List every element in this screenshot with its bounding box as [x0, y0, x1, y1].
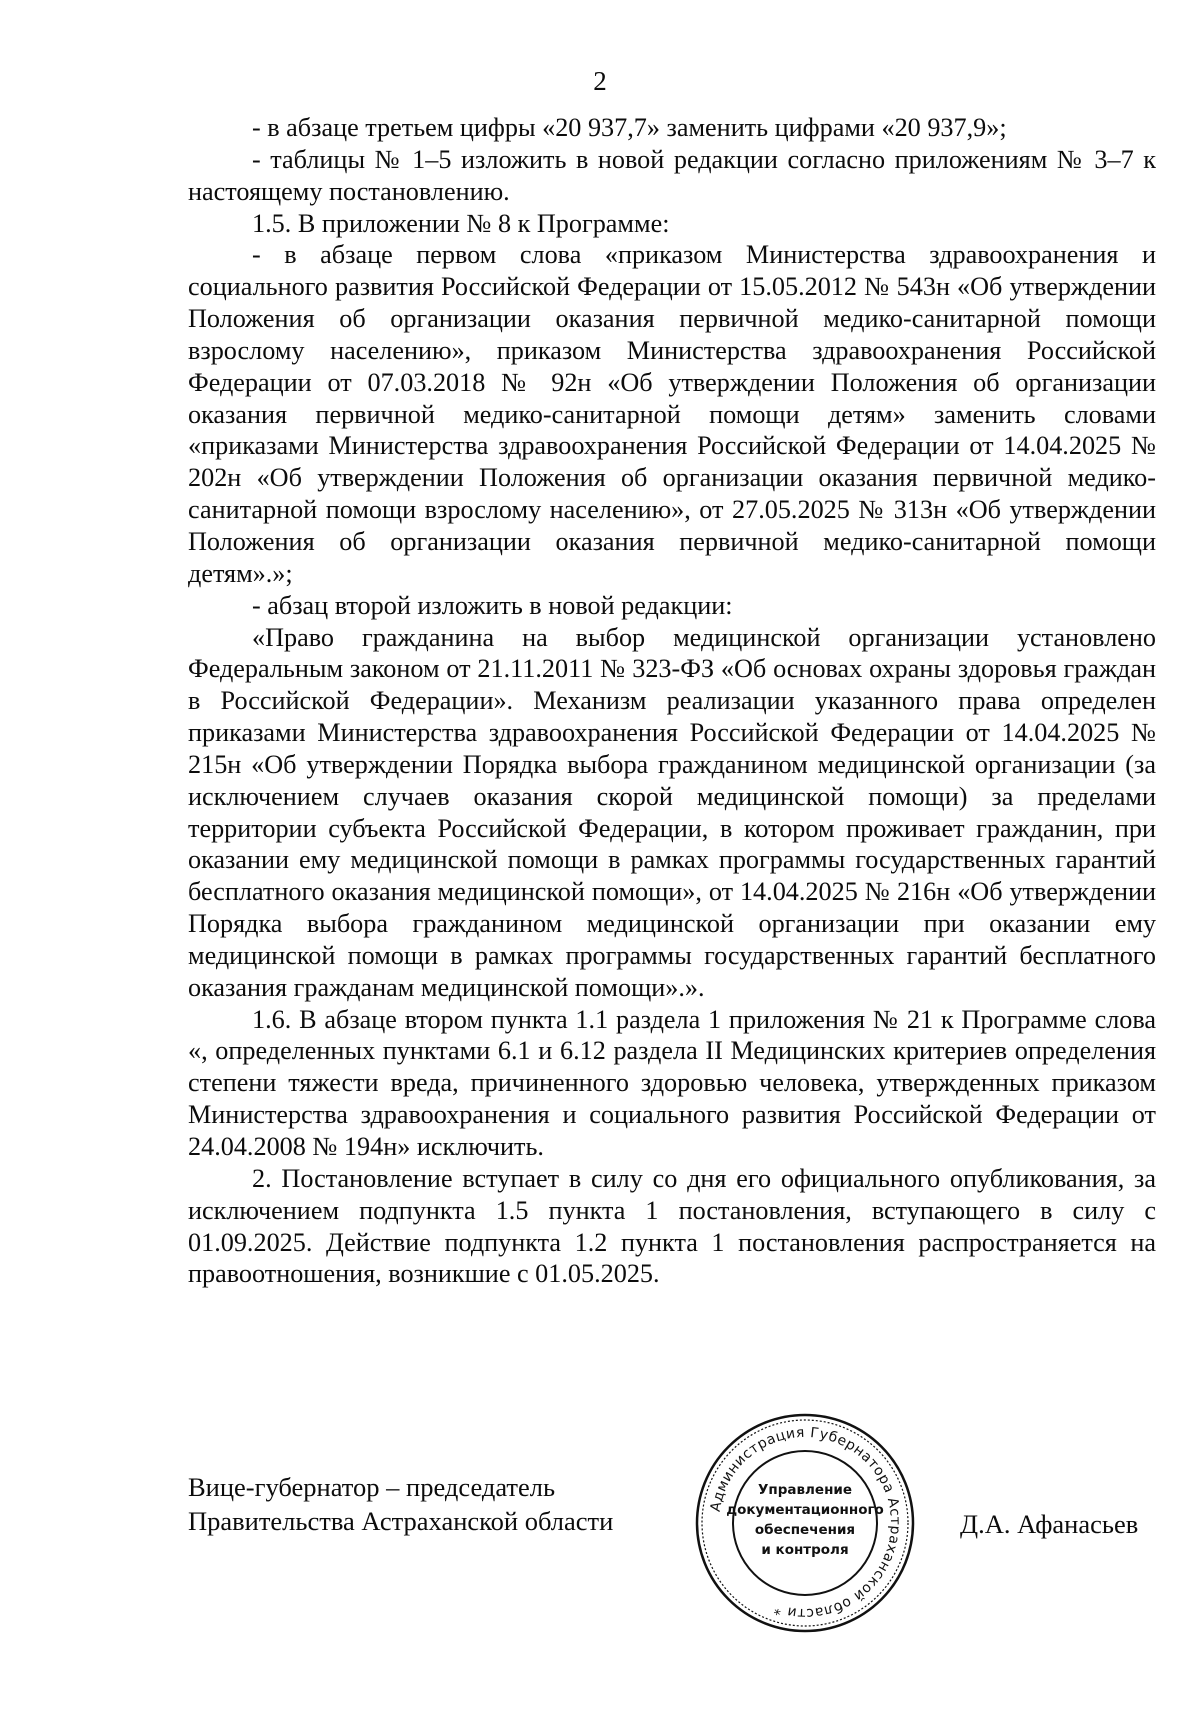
- paragraph-3: 1.5. В приложении № 8 к Программе:: [252, 208, 670, 238]
- signatory-position: [188, 1470, 613, 1538]
- page-number: 2: [593, 66, 607, 96]
- paragraph-6: «Право гражданина на выбор медицинской организации установлено Федеральным законом от 21.11.2011 № 323-ФЗ «Об основах охраны здоровья граждан в Российской Федерации». Механизм реализации указанного права определен приказами Министерства здравоохранения Российской Федерации от 14.04.2025 № 215н «Об утверждении Порядка выбора гражданином медицинской организации (за исключением случаев оказания скорой медицинской помощи) за пределами территории субъекта Российской Федерации, в котором проживает гражданин, при оказании ему медицинской помощи в рамках программы государственных гарантий бесплатного оказания медицинской помощи», от 14.04.2025 № 216н «Об утверждении Порядка выбора гражданином медицинской организации при оказании ему медицинской помощи в рамках программы государственных гарантий бесплатного оказания гражданам медицинской помощи».».: [188, 622, 1156, 1002]
- official-seal: [692, 1410, 918, 1636]
- document-body: [188, 112, 1156, 1290]
- paragraph-1: - в абзаце третьем цифры «20 937,7» заменить цифрами «20 937,9»;: [252, 113, 1007, 142]
- paragraph-2: - таблицы № 1–5 изложить в новой редакции согласно приложениям № 3–7 к настоящему постановлению.: [188, 144, 1156, 206]
- paragraph-5: - абзац второй изложить в новой редакции:: [252, 590, 733, 620]
- seal-inner-line1: Управление: [757, 1482, 853, 1498]
- paragraph-7: 1.6. В абзаце втором пункта 1.1 раздела 1 приложения № 21 к Программе слова «, определенных пунктами 6.1 и 6.12 раздела II Медицинских критериев определения степени тяжести вреда, причиненного здоровью человека, утвержденных приказом Министерства здравоохранения и социального развития Российской Федерации от 24.04.2008 № 194н» исключить.: [188, 1004, 1156, 1161]
- seal-inner-line2: документационного: [726, 1502, 884, 1518]
- seal-ring-text: Администрация Губернатора Астраханской области *: [707, 1424, 904, 1622]
- paragraph-4: - в абзаце первом слова «приказом Министерства здравоохранения и социального развития Российской Федерации от 15.05.2012 № 543н «Об утверждении Положения об организации оказания первичной медико-санитарной помощи взрослому населению», приказом Министерства здравоохранения Российской Федерации от 07.03.2018 № 92н «Об утверждении Положения об организации оказания первичной медико-санитарной помощи детям» заменить словами «приказами Министерства здравоохранения Российской Федерации от 14.04.2025 № 202н «Об утверждении Положения об организации оказания первичной медико-санитарной помощи взрослому населению», от 27.05.2025 № 313н «Об утверждении Положения об организации оказания первичной медико-санитарной помощи детям».»;: [188, 240, 1156, 588]
- signatory-name: Д.А. Афанасьев: [960, 1509, 1139, 1539]
- signatory-position-line1: Вице-губернатор – председатель: [188, 1472, 556, 1502]
- signatory-position-line2: Правительства Астраханской области: [188, 1506, 614, 1536]
- seal-inner-line4: и контроля: [761, 1542, 849, 1558]
- seal-inner-line3: обеспечения: [754, 1522, 856, 1538]
- paragraph-8: 2. Постановление вступает в силу со дня его официального опубликования, за исключением подпункта 1.5 пункта 1 постановления, вступающего в силу с 01.09.2025. Действие подпункта 1.2 пункта 1 постановления распространяется на правоотношения, возникшие с 01.05.2025.: [188, 1163, 1156, 1289]
- seal-graphic: [692, 1410, 918, 1636]
